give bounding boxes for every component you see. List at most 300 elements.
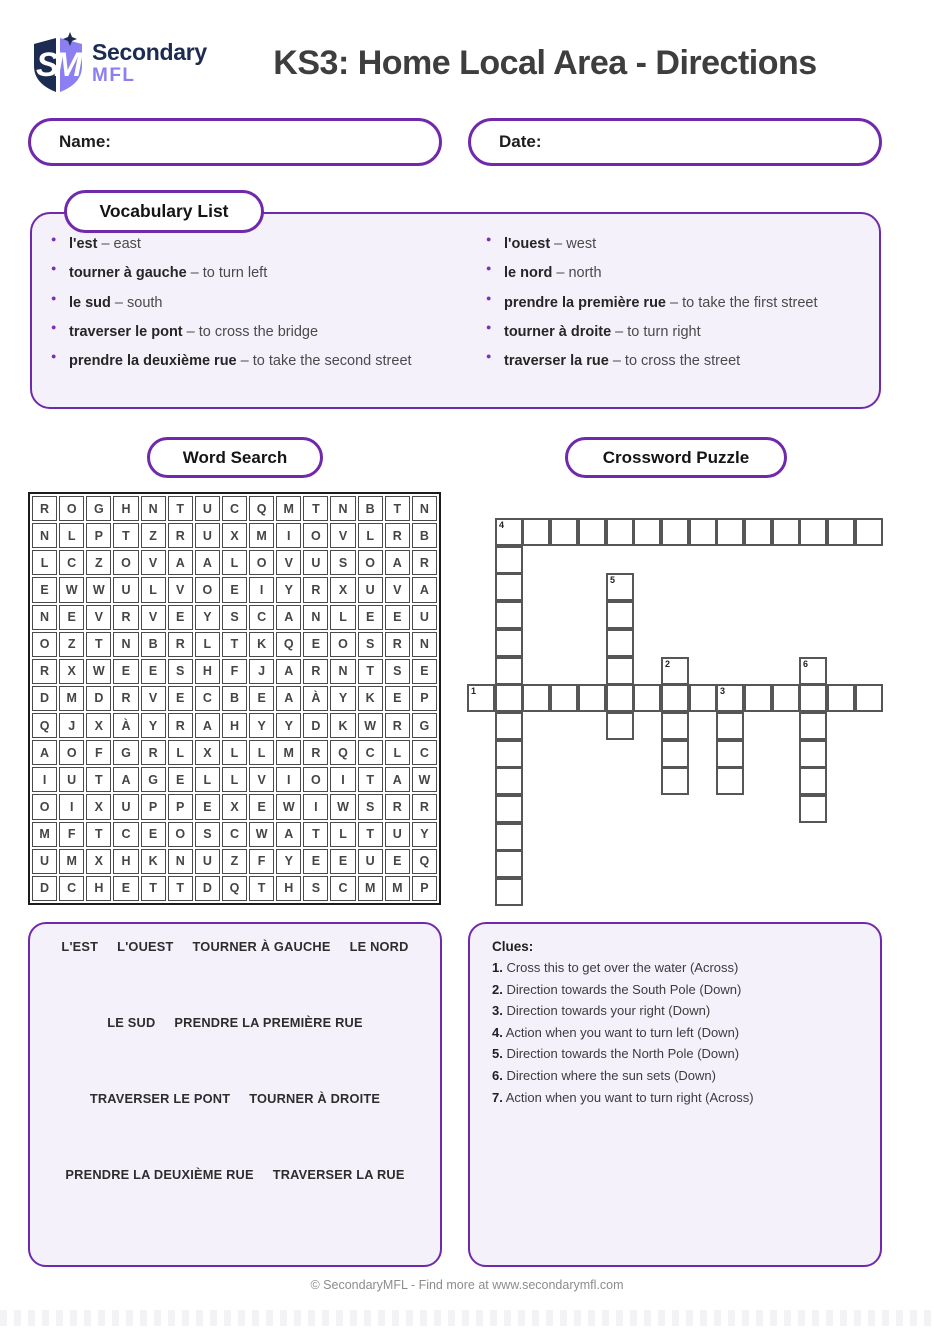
clue-item [492, 1047, 858, 1060]
crossword-cell[interactable] [606, 629, 634, 657]
word-search-cell: X [195, 740, 220, 765]
word-search-cell: Y [195, 605, 220, 630]
word-search-cell: P [86, 523, 111, 548]
word-search-cell: E [113, 659, 138, 684]
word-search-cell: Y [141, 713, 166, 738]
crossword-cell[interactable] [716, 684, 744, 712]
word-search-cell: Z [59, 632, 84, 657]
clue-text: Action when you want to turn right (Across) [502, 1089, 754, 1105]
word-search-cell: R [113, 605, 138, 630]
crossword-cell[interactable] [661, 767, 689, 795]
word-list-word: L'EST [61, 939, 99, 954]
crossword-cell[interactable] [578, 518, 606, 546]
word-search-cell: C [330, 876, 355, 901]
word-search-cell: W [59, 577, 84, 602]
word-search-cell: J [249, 659, 274, 684]
word-search-title-pill [147, 437, 323, 478]
word-search-cell: E [168, 767, 193, 792]
vocab-term: traverser la rue [504, 353, 609, 369]
vocab-term: tourner à gauche [69, 265, 187, 282]
vocab-item [485, 263, 881, 285]
word-search-cell: H [195, 659, 220, 684]
word-search-cell: T [168, 876, 193, 901]
crossword-cell[interactable] [495, 878, 523, 906]
crossword-cell[interactable] [855, 518, 883, 546]
name-label: Name: [59, 132, 111, 151]
crossword-cell[interactable] [827, 684, 855, 712]
clue-text: Direction towards the North Pole (Down) [502, 1046, 740, 1062]
word-search-cell: A [385, 767, 410, 792]
vocab-translation: – south [110, 294, 163, 311]
vocab-translation: – to take the first street [666, 294, 818, 311]
word-search-cell: N [303, 605, 328, 630]
word-search-cell: O [59, 496, 84, 521]
word-search-cell: E [249, 794, 274, 819]
crossword-cell[interactable] [495, 740, 523, 768]
vocab-item [485, 293, 881, 315]
word-search-cell: M [276, 740, 301, 765]
vocab-term: prendre la deuxième rue [69, 353, 237, 369]
clue-item [492, 961, 858, 974]
word-list-word: L'OUEST [117, 939, 174, 954]
word-search-cell: Y [276, 849, 301, 874]
word-search-cell: C [59, 876, 84, 901]
svg-text:S: S [36, 46, 59, 84]
word-search-cell: H [113, 849, 138, 874]
bullet-icon: ● [51, 292, 57, 303]
word-search-cell: R [113, 686, 138, 711]
word-search-cell: L [222, 767, 247, 792]
word-search-cell: D [303, 713, 328, 738]
word-search-cell: H [222, 713, 247, 738]
word-search-cell: I [276, 767, 301, 792]
crossword-cell[interactable] [661, 740, 689, 768]
vocab-translation: – to take the second street [236, 353, 412, 369]
crossword-cell[interactable] [799, 684, 827, 712]
word-search-cell: M [59, 849, 84, 874]
word-search-cell: Z [86, 550, 111, 575]
word-search-cell: N [32, 605, 57, 630]
word-search-cell: M [32, 822, 57, 847]
word-search-cell: A [32, 740, 57, 765]
word-search-cell: I [303, 794, 328, 819]
clue-text: Direction towards your right (Down) [502, 1003, 711, 1019]
word-search-cell: T [168, 496, 193, 521]
word-search-cell: F [222, 659, 247, 684]
word-search-cell: N [412, 496, 437, 521]
crossword-cell[interactable] [495, 684, 523, 712]
word-search-cell: U [32, 849, 57, 874]
word-search-cell: Y [249, 713, 274, 738]
clue-text: Direction where the sun sets (Down) [502, 1067, 716, 1083]
clue-number: 4. [492, 1024, 503, 1040]
word-search-cell: E [168, 605, 193, 630]
word-list-word: LE SUD [107, 1015, 156, 1030]
crossword-cell[interactable] [716, 518, 744, 546]
crossword-cell[interactable] [495, 518, 523, 546]
crossword-cell[interactable] [495, 767, 523, 795]
word-search-cell: V [276, 550, 301, 575]
word-search-cell: R [303, 740, 328, 765]
clue-item [492, 1026, 858, 1039]
crossword-cell[interactable] [606, 684, 634, 712]
word-search-cell: E [195, 794, 220, 819]
crossword-clue-number: 4 [499, 520, 505, 530]
crossword-cell[interactable] [689, 684, 717, 712]
vocab-translation: – to turn left [186, 265, 268, 282]
word-search-cell: Q [276, 632, 301, 657]
word-search-cell: Q [249, 496, 274, 521]
word-search-grid [28, 492, 441, 905]
crossword-cell[interactable] [522, 684, 550, 712]
crossword-cell[interactable] [606, 518, 634, 546]
word-search-cell: T [358, 659, 383, 684]
vocab-item [485, 351, 881, 373]
word-search-cell: R [168, 713, 193, 738]
crossword-cell[interactable] [689, 518, 717, 546]
crossword-cell[interactable] [467, 684, 495, 712]
word-search-cell: O [195, 577, 220, 602]
vocab-term: tourner à droite [504, 323, 612, 340]
word-list-line [30, 939, 440, 954]
word-search-cell: D [86, 686, 111, 711]
vocab-item [50, 351, 422, 373]
word-search-cell: K [249, 632, 274, 657]
vocab-item [485, 234, 881, 256]
bullet-icon: ● [51, 321, 57, 332]
word-search-cell: W [412, 767, 437, 792]
word-search-cell: I [59, 794, 84, 819]
word-search-cell: L [330, 822, 355, 847]
word-search-title: Word Search [182, 447, 288, 467]
clues-title: Clues: [492, 939, 534, 954]
crossword-cell[interactable] [716, 767, 744, 795]
word-search-cell: A [385, 550, 410, 575]
word-search-cell: Z [222, 849, 247, 874]
word-search-cell: R [303, 577, 328, 602]
word-search-cell: X [330, 577, 355, 602]
vocab-translation: – west [550, 236, 597, 252]
word-search-cell: V [249, 767, 274, 792]
word-search-cell: X [86, 849, 111, 874]
word-search-cell: T [86, 632, 111, 657]
word-search-cell: L [222, 740, 247, 765]
word-search-cell: R [385, 713, 410, 738]
crossword-cell[interactable] [799, 767, 827, 795]
word-search-cell: A [195, 550, 220, 575]
word-search-cell: Y [276, 713, 301, 738]
word-search-cell: A [412, 577, 437, 602]
crossword-clue-number: 2 [665, 659, 671, 669]
word-search-cell: N [330, 496, 355, 521]
word-search-cell: K [330, 713, 355, 738]
crossword-cell[interactable] [799, 518, 827, 546]
word-search-cell: O [32, 794, 57, 819]
crossword-clue-number: 5 [610, 575, 616, 585]
vocabulary-title: Vocabulary List [99, 201, 229, 221]
clue-text: Cross this to get over the water (Across) [502, 960, 739, 975]
word-search-cell: X [86, 794, 111, 819]
word-list-panel [28, 922, 442, 1267]
word-search-cell: S [358, 632, 383, 657]
vocab-term: le nord [504, 265, 553, 282]
footer-credit: © SecondaryMFL - Find more at www.secondarymfl.com [310, 1278, 624, 1292]
word-search-cell: E [32, 577, 57, 602]
crossword-cell[interactable] [744, 684, 772, 712]
word-search-cell: L [330, 605, 355, 630]
word-search-cell: G [141, 767, 166, 792]
bullet-icon: ● [51, 351, 57, 361]
vocab-translation: – to cross the bridge [182, 323, 319, 340]
word-search-cell: R [385, 523, 410, 548]
crossword-cell[interactable] [633, 684, 661, 712]
word-search-cell: F [59, 822, 84, 847]
word-search-cell: M [276, 496, 301, 521]
word-search-cell: N [330, 659, 355, 684]
vocab-term: prendre la première rue [504, 294, 666, 311]
vocab-translation: – east [97, 236, 141, 252]
crossword-cell[interactable] [606, 573, 634, 601]
word-search-cell: G [412, 713, 437, 738]
vocab-item [50, 263, 422, 285]
word-search-cell: P [141, 794, 166, 819]
word-search-cell: À [303, 686, 328, 711]
word-list-word: TOURNER À GAUCHE [192, 939, 331, 954]
word-search-cell: L [59, 523, 84, 548]
crossword-cell[interactable] [550, 518, 578, 546]
crossword-cell[interactable] [495, 795, 523, 823]
word-search-cell: H [86, 876, 111, 901]
crossword-cell[interactable] [661, 657, 689, 685]
crossword-cell[interactable] [495, 629, 523, 657]
crossword-cell[interactable] [495, 823, 523, 851]
word-search-cell: A [276, 659, 301, 684]
word-search-cell: S [222, 605, 247, 630]
crossword-cell[interactable] [495, 712, 523, 740]
word-search-cell: H [113, 496, 138, 521]
crossword-cell[interactable] [827, 518, 855, 546]
secondarymfl-logo [30, 32, 207, 98]
crossword-cell[interactable] [716, 740, 744, 768]
crossword-cell[interactable] [772, 684, 800, 712]
word-search-cell: B [141, 632, 166, 657]
word-search-cell: P [412, 876, 437, 901]
word-search-cell: M [59, 686, 84, 711]
word-search-cell: V [385, 577, 410, 602]
crossword-cell[interactable] [661, 684, 689, 712]
crossword-cell[interactable] [799, 795, 827, 823]
clue-number: 7. [492, 1089, 503, 1105]
word-search-cell: R [32, 496, 57, 521]
word-search-cell: C [222, 822, 247, 847]
vocab-translation: – north [552, 265, 602, 282]
crossword-grid [467, 518, 885, 908]
crossword-cell[interactable] [633, 518, 661, 546]
word-list-line [30, 1015, 440, 1030]
word-search-cell: E [412, 659, 437, 684]
word-search-cell: B [222, 686, 247, 711]
word-search-cell: X [86, 713, 111, 738]
word-search-cell: U [195, 496, 220, 521]
word-list-word: LE NORD [349, 939, 409, 954]
word-search-cell: S [303, 876, 328, 901]
word-search-cell: G [86, 496, 111, 521]
word-search-cell: U [59, 767, 84, 792]
word-search-cell: J [59, 713, 84, 738]
word-search-cell: R [385, 794, 410, 819]
word-search-cell: T [358, 767, 383, 792]
crossword-cell[interactable] [606, 712, 634, 740]
crossword-cell[interactable] [522, 518, 550, 546]
clues-panel [468, 922, 882, 1267]
crossword-cell[interactable] [606, 657, 634, 685]
word-search-cell: T [113, 523, 138, 548]
clue-number: 5. [492, 1046, 503, 1062]
word-search-cell: U [358, 577, 383, 602]
bullet-icon: ● [486, 321, 492, 332]
clue-text: Action when you want to turn left (Down) [502, 1024, 740, 1040]
word-search-cell: N [113, 632, 138, 657]
word-search-cell: W [86, 659, 111, 684]
crossword-title-pill [565, 437, 787, 478]
word-search-cell: E [141, 822, 166, 847]
word-search-cell: E [358, 605, 383, 630]
shield-logo-icon [30, 32, 86, 96]
name-field[interactable] [28, 118, 442, 166]
word-list-line [30, 1091, 440, 1106]
svg-text:M: M [54, 46, 83, 84]
word-search-cell: N [412, 632, 437, 657]
word-search-cell: U [303, 550, 328, 575]
word-search-cell: R [412, 794, 437, 819]
word-search-cell: H [276, 876, 301, 901]
word-list-word: TRAVERSER LA RUE [272, 1167, 405, 1182]
crossword-cell[interactable] [495, 573, 523, 601]
clue-item [492, 1004, 858, 1017]
word-search-cell: D [32, 876, 57, 901]
crossword-cell[interactable] [495, 657, 523, 685]
crossword-cell[interactable] [772, 518, 800, 546]
word-search-cell: L [249, 740, 274, 765]
clue-number: 2. [492, 981, 503, 997]
word-search-cell: I [249, 577, 274, 602]
word-search-cell: R [32, 659, 57, 684]
word-search-cell: G [113, 740, 138, 765]
crossword-cell[interactable] [716, 712, 744, 740]
crossword-cell[interactable] [855, 684, 883, 712]
date-field[interactable] [468, 118, 882, 166]
word-search-cell: N [141, 496, 166, 521]
vocab-item [50, 322, 422, 344]
crossword-cell[interactable] [799, 712, 827, 740]
word-search-cell: A [113, 767, 138, 792]
word-search-cell: U [195, 849, 220, 874]
crossword-title: Crossword Puzzle [602, 447, 750, 467]
word-search-cell: W [358, 713, 383, 738]
clue-number: 1. [492, 960, 503, 975]
word-search-cell: T [222, 632, 247, 657]
word-search-cell: W [276, 794, 301, 819]
vocab-item [50, 293, 422, 315]
crossword-cell[interactable] [578, 684, 606, 712]
crossword-cell[interactable] [495, 850, 523, 878]
word-search-cell: T [141, 876, 166, 901]
word-search-cell: À [113, 713, 138, 738]
word-search-cell: R [385, 632, 410, 657]
word-search-cell: P [412, 686, 437, 711]
crossword-cell[interactable] [799, 657, 827, 685]
crossword-cell[interactable] [661, 518, 689, 546]
word-search-cell: L [195, 767, 220, 792]
word-search-cell: N [168, 849, 193, 874]
word-search-cell: C [195, 686, 220, 711]
word-search-cell: U [113, 794, 138, 819]
word-search-cell: A [168, 550, 193, 575]
word-search-cell: U [113, 577, 138, 602]
date-label: Date: [499, 132, 542, 151]
word-search-cell: E [59, 605, 84, 630]
word-search-cell: X [59, 659, 84, 684]
word-search-cell: Y [276, 577, 301, 602]
word-search-cell: D [195, 876, 220, 901]
word-search-cell: C [113, 822, 138, 847]
word-search-cell: V [141, 550, 166, 575]
word-search-cell: S [358, 794, 383, 819]
crossword-clue-number: 3 [720, 686, 726, 696]
crossword-cell[interactable] [495, 601, 523, 629]
word-search-cell: P [168, 794, 193, 819]
vocab-term: l'est [69, 236, 98, 252]
page-bottom-edge [0, 1310, 934, 1326]
crossword-cell[interactable] [550, 684, 578, 712]
word-search-cell: N [32, 523, 57, 548]
vocab-translation: – to cross the street [608, 353, 741, 369]
word-search-cell: O [168, 822, 193, 847]
word-search-cell: U [195, 523, 220, 548]
crossword-clue-number: 1 [471, 686, 477, 696]
word-search-cell: I [32, 767, 57, 792]
crossword-cell[interactable] [744, 518, 772, 546]
word-search-cell: X [222, 794, 247, 819]
vocab-list-left [50, 234, 422, 380]
word-search-cell: E [385, 605, 410, 630]
word-search-cell: L [222, 550, 247, 575]
word-search-cell: T [385, 496, 410, 521]
word-search-cell: C [222, 496, 247, 521]
word-search-cell: S [195, 822, 220, 847]
crossword-cell[interactable] [799, 740, 827, 768]
word-search-cell: X [222, 523, 247, 548]
word-search-cell: E [330, 849, 355, 874]
word-list-word: TOURNER À DROITE [249, 1091, 381, 1106]
word-search-cell: C [59, 550, 84, 575]
word-search-cell: I [276, 523, 301, 548]
crossword-cell[interactable] [606, 601, 634, 629]
word-search-cell: O [32, 632, 57, 657]
word-list-word: PRENDRE LA DEUXIÈME RUE [65, 1167, 254, 1182]
word-search-cell: T [358, 822, 383, 847]
word-search-cell: V [168, 577, 193, 602]
crossword-cell[interactable] [495, 546, 523, 574]
word-search-cell: W [86, 577, 111, 602]
word-search-cell: T [86, 822, 111, 847]
crossword-cell[interactable] [661, 712, 689, 740]
bullet-icon: ● [486, 292, 492, 303]
word-search-cell: A [195, 713, 220, 738]
clue-item [492, 1091, 858, 1104]
word-search-cell: R [303, 659, 328, 684]
bullet-icon: ● [486, 263, 492, 274]
